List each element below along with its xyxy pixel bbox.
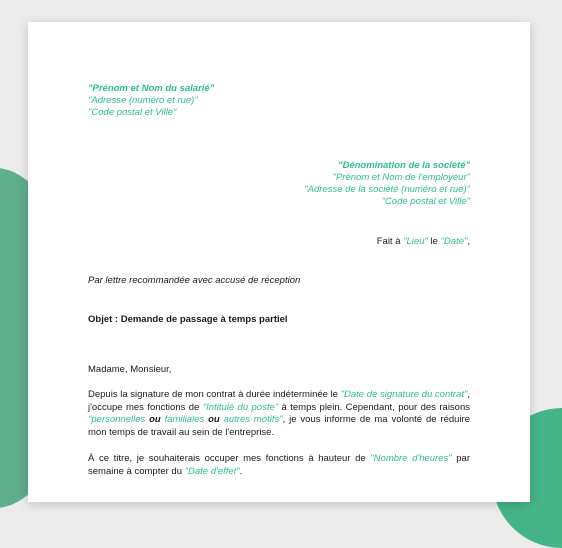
date-prefix: Fait à — [376, 236, 404, 247]
letter-page — [28, 22, 530, 502]
recipient-employer: "Prénom et Nom de l'employeur" — [332, 172, 470, 183]
p1-field-reason-1: "personnelles — [88, 414, 150, 426]
salutation: Madame, Monsieur, — [88, 364, 172, 375]
p1-field-job-title: "Intitulé du poste" — [202, 401, 279, 413]
p2-text-3: . — [239, 465, 243, 477]
sender-address: "Adresse (numéro et rue)" — [88, 95, 198, 106]
p1-text-3: à temps plein. Cependant, pour des raisons — [278, 401, 470, 413]
subject-line: Objet : Demande de passage à temps partiel — [88, 314, 288, 325]
p1-field-contract-date: "Date de signature du contrat" — [340, 389, 468, 400]
recipient-postal: "Code postal et Ville" — [381, 196, 470, 207]
recipient-company: "Dénomination de la société" — [337, 160, 470, 171]
date-middle: le — [427, 236, 441, 247]
paragraph-1 — [88, 389, 470, 439]
p2-text-2: par semaine à compter du — [88, 453, 470, 477]
date-line — [377, 236, 470, 248]
p2-field-effective-date: "Date d'effet" — [184, 465, 240, 477]
p2-text-1: À ce titre, je souhaiterais occuper mes fonctions à hauteur de — [88, 453, 371, 464]
p1-text-4: , je vous informe de ma volonté de réduire mon temps de travail au sein de l'entreprise. — [88, 414, 470, 438]
p1-or-2: ou — [208, 414, 220, 426]
p1-text-1: Depuis la signature de mon contrat à durée indéterminée le — [88, 389, 341, 400]
p1-field-reason-3: autres motifs" — [219, 414, 283, 426]
sender-name: "Prénom et Nom du salarié" — [88, 83, 215, 94]
sender-postal: "Code postal et Ville" — [88, 107, 177, 118]
p1-text-2: , j'occupe mes fonctions de — [88, 389, 470, 413]
delivery-mention: Par lettre recommandée avec accusé de réception — [88, 275, 301, 286]
p2-field-hours: "Nombre d'heures" — [370, 453, 452, 464]
p1-or-1: ou — [149, 414, 161, 426]
p1-field-reason-2: familiales — [160, 414, 209, 426]
date-place-field: "Lieu" — [403, 236, 428, 247]
paragraph-2 — [88, 453, 470, 478]
date-field: "Date" — [440, 236, 468, 247]
recipient-address: "Adresse de la société (numéro et rue)" — [304, 184, 470, 195]
date-suffix: , — [467, 236, 470, 247]
